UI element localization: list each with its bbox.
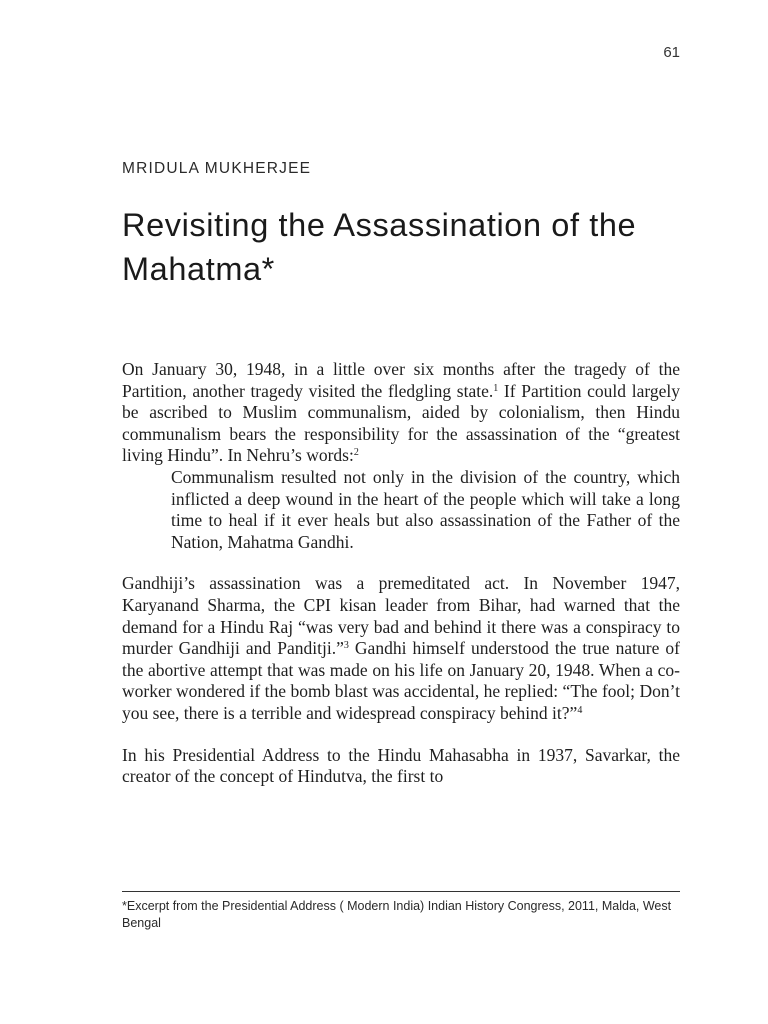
article-body [122,359,680,788]
paragraph-1: On January 30, 1948, in a little over six months after the tragedy of the Partition, another tragedy visited the fledgling state.$^1$ If Partition could largely be ascribed to Muslim communalism, aided by colonialism, then Hindu communalism bears the responsibility for the assassination of the “greatest living Hindu”. In Nehru’s words:$^2$ [122,359,680,466]
footnote: *Excerpt from the Presidential Address ( Modern India) Indian History Congress, 2011, Malda, West Bengal [122,899,672,930]
footnote-ref-3: 3 [343,640,349,652]
block-quote: Communalism resulted not only in the division of the country, which inflicted a deep wound in the heart of the people which will take a long time to heal if it ever heals but also assassination of the Father of the Nation, Mahatma Gandhi. [171,466,680,552]
page-number: 61 [663,44,680,61]
footnote-ref-2: 2 [353,447,359,459]
paragraph-2: Gandhiji’s assassination was a premeditated act. In November 1947, Karyanand Sharma, the CPI kisan leader from Bihar, had warned that the demand for a Hindu Raj “was very bad and behind it there was a conspiracy to murder Gandhiji and Panditji.”$^3$ Gandhi himself understood the true nature of the abortive attempt that was made on his life on January 20, 1948. When a co-worker wondered if the bomb blast was accidental, he replied: “The fool; Don’t you see, there is a terrible and widespread conspiracy behind it?”$^4$ [122,573,680,723]
paragraph-3: In his Presidential Address to the Hindu Mahasabha in 1937, Savarkar, the creator of the concept of Hindutva, the first to [122,744,680,787]
footnote-ref-4: 4 [577,704,583,716]
footnote-ref-1: 1 [493,382,499,394]
article-title: Revisiting the Assassination of the Mahatma* [122,207,637,287]
author-name: MRIDULA MUKHERJEE [122,160,312,177]
footnote-divider [122,891,680,892]
